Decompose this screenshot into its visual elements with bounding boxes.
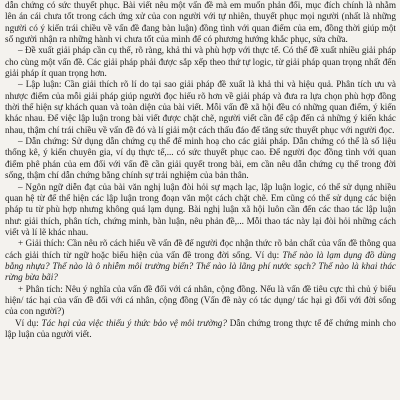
paragraph-analysis (5, 284, 396, 318)
paragraph-italic-question: Tác hại của việc thiếu ý thức bảo vệ môi trường? (41, 317, 227, 328)
paragraph-text: – Lập luận: Cần giải thích rõ lí do tại sao giải pháp đề xuất là khả thi và hiệu quả. Phân tích ưu và nhược điểm của mỗi giải pháp giúp người đọc hiểu rõ hơn về giải pháp và đưa ra lựa chọn phù hợp đồng thời thể hiện sự khách quan và toàn diện của bài viết. Mỗi vấn đề xã hội đều có những quan điểm, ý kiến khác nhau. Để việc lập luận trong bài viết được chặt chẽ, người viết cần để cập đến cả những ý kiến khác nhau, thậm chí trái chiều về vấn đề đó và lí giải một cách thấu đáo để tăng sức thuyết phục với người đọc. (5, 79, 396, 135)
paragraph-intro-continuation (5, 0, 396, 45)
paragraph-argumentation (5, 79, 396, 136)
paragraph-text: dẫn chứng có sức thuyết phục. Bài viết nêu một vấn đề mà em muốn phản đối, mục đích chính là nhằm lên án cái chưa tốt trong cách ứng xử của con người với tự nhiên, thuyết phục mọi người (nhất là những người có ý kiến trái chiều về vấn đề đang bàn luận) đồng tình với quan điểm của em, đồng thời giúp một số người nhận ra những hành vi chưa tốt của mình để có phương hướng khắc phục, sửa chữa. (5, 0, 396, 45)
paragraph-italic-examples: Thế nào là lạm dụng đồ dùng bằng nhựa? Thế nào là ô nhiễm môi trường biển? Thế nào là lãng phí nước sạch? Thế nào là khai thác rừng bừa bãi? (5, 249, 396, 283)
paragraph-text: Dẫn chứng trong thực tế để chứng minh cho lập luận của người viết. (5, 317, 396, 339)
paragraph-text: – Dẫn chứng: Sử dụng dẫn chứng cụ thể để minh hoạ cho các giải pháp. Dẫn chứng có thể là số liệu thống kê, ý kiến chuyên gia, ví dụ thực tế,... có sức thuyết phục cao. Để người đọc đồng tình với quan điểm phê phán của em đối với vấn đề cần giải quyết trong bài, em cần nêu dẫn chứng cụ thể trong đời sống, thậm chí dẫn chứng bằng chính sự trải nghiệm của bản thân. (5, 136, 396, 181)
paragraph-evidence (5, 136, 396, 181)
paragraph-propose-solutions (5, 45, 396, 79)
paragraph-text: Ví dụ: (15, 317, 42, 328)
paragraph-text: – Đề xuất giải pháp cần cụ thể, rõ ràng, khả thi và phù hợp với thực tế. Có thể đề xuất nhiều giải pháp cho cùng một vấn đề. Các giải pháp phải được sắp xếp theo thứ tự logic, từ giải pháp quan trọng nhất đến giải pháp ít quan trọng hơn. (5, 45, 396, 79)
paragraph-text: + Giải thích: Cần nêu rõ cách hiểu về vấn đề để người đọc nhận thức rõ bản chất của vấn đề thông qua cách giải thích từ ngữ hoặc biểu hiện của vấn đề trong đời sống. Ví dụ: (5, 238, 396, 260)
paragraph-explanation (5, 238, 396, 283)
paragraph-example (5, 318, 396, 341)
paragraph-language (5, 182, 396, 239)
paragraph-text: – Ngôn ngữ diễn đạt của bài văn nghị luận đòi hỏi sự mạch lạc, lập luận logic, có thể sử dụng nhiều quan hệ từ để thể hiện các lập luận trong đoạn văn một cách chặt chẽ. Em cũng có thể sử dụng các biện pháp tu từ phù hợp nhưng không quá lạm dụng. Bài nghị luận xã hội luôn cần đến các thao tác lập luận như: giải thích, phân tích, chứng minh, bàn luận, nêu phản đề,... Mỗi thao tác này lại đòi hỏi những cách viết và lí lẽ khác nhau. (5, 181, 396, 237)
paragraph-text: + Phân tích: Nêu ý nghĩa của vấn đề đối với cá nhân, cộng đồng. Nếu là vấn đề tiêu cực thì chủ ý biểu hiện/ tác hại của vấn đề đối với cá nhân, cộng đồng (Vấn đề này có tác dụng/ tác hại gì đối với đời sống của con người?) (5, 283, 396, 317)
